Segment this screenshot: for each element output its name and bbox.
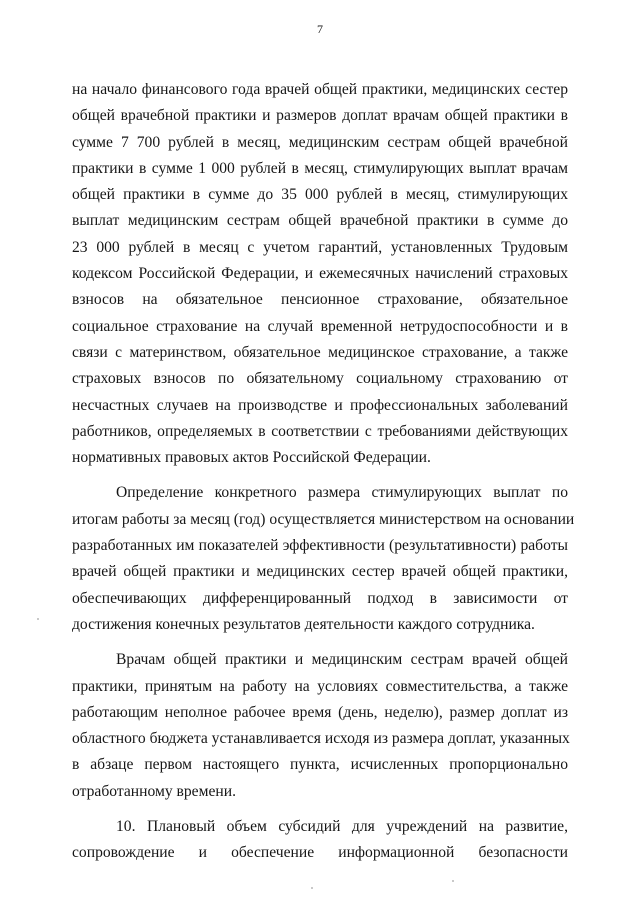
text-line: врачей общей практики и медицинских сестер врачей общей практики, [72,563,568,581]
paragraph [72,77,568,471]
text-line: кодексом Российской Федерации, и ежемесячных начислений страховых [72,265,568,283]
text-line: работающим неполное рабочее время (день, неделю), размер доплат из [72,703,568,721]
paragraph [72,814,568,867]
text-line: сопровождение и обеспечение информационной безопасности [72,844,568,862]
scan-speck [452,880,454,882]
text-line: взносов на обязательное пенсионное страхование, обязательное [72,291,568,309]
text-line: общей врачебной практики и размеров доплат врачам общей практики в [72,107,568,125]
text-line: нормативных правовых актов Российской Федерации. [72,449,431,467]
paragraph [72,647,568,805]
document-body [72,77,575,867]
scan-speck [311,887,313,889]
page-number: 7 [317,22,323,36]
text-line: общей практики в сумме до 35 000 рублей в месяц, стимулирующих [72,186,568,204]
text-line: в абзаце первом настоящего пункта, исчисленных пропорционально [72,756,568,774]
text-line: итогам работы за месяц (год) осуществляется министерством на основании [72,510,575,528]
text-line: практики в сумме 1 000 рублей в месяц, стимулирующих выплат врачам [72,159,568,177]
text-line: выплат медицинским сестрам общей врачебной практики в сумме до [72,212,568,230]
text-line: 23 000 рублей в месяц с учетом гарантий, установленных Трудовым [72,238,568,256]
text-line: практики, принятым на работу на условиях совместительства, а также [72,677,568,695]
text-line: достижения конечных результатов деятельности каждого сотрудника. [72,615,535,633]
text-line: страховых взносов по обязательному социальному страхованию от [72,370,568,388]
paragraph-gap [72,638,568,647]
text-line: на начало финансового года врачей общей практики, медицинских сестер [72,81,568,98]
paragraph-gap [72,805,568,814]
text-line: Врачам общей практики и медицинским сестрам врачей общей [116,651,568,669]
text-line: социальное страхование на случай временной нетрудоспособности и в [72,317,568,335]
text-line: работников, определяемых в соответствии с требованиями действующих [72,422,568,440]
text-line: сумме 7 700 рублей в месяц, медицинским сестрам общей врачебной [72,133,568,151]
paragraph-gap [72,471,568,480]
text-line: обеспечивающих дифференцированный подход в зависимости от [72,589,568,607]
scan-speck [37,618,39,620]
text-line: несчастных случаев на производстве и профессиональных заболеваний [72,396,568,414]
text-line: Определение конкретного размера стимулирующих выплат по [116,484,568,502]
paragraph [72,480,575,638]
text-line: областного бюджета устанавливается исходя из размера доплат, указанных [72,730,570,748]
text-line: связи с материнством, обязательное медицинское страхование, а также [72,343,568,361]
text-line: отработанному времени. [72,782,236,800]
text-line: разработанных им показателей эффективности (результативности) работы [72,537,568,555]
text-line: 10. Плановый объем субсидий для учреждений на развитие, [116,818,568,836]
